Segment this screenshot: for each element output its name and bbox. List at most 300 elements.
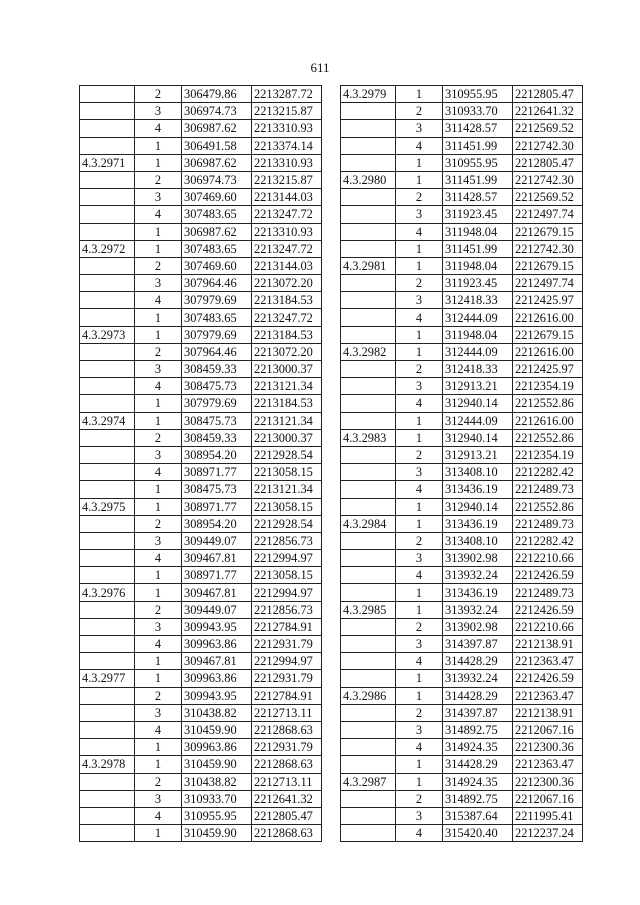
x-coordinate-cell: 311428.57 <box>443 189 513 206</box>
parcel-id-cell: 4.3.2981 <box>341 257 396 274</box>
x-coordinate-cell: 312940.14 <box>443 498 513 515</box>
table-row <box>80 86 322 103</box>
y-coordinate-cell: 2213310.93 <box>252 154 322 171</box>
x-coordinate-cell: 310438.82 <box>182 773 252 790</box>
y-coordinate-cell: 2212856.73 <box>252 601 322 618</box>
table-row <box>80 464 322 481</box>
y-coordinate-cell: 2211995.41 <box>513 807 583 824</box>
x-coordinate-cell: 314397.87 <box>443 636 513 653</box>
parcel-id-cell <box>341 584 396 601</box>
point-number-cell: 4 <box>396 395 443 412</box>
table-row <box>80 120 322 137</box>
parcel-id-cell <box>80 361 135 378</box>
table-row <box>80 189 322 206</box>
coordinates-table-right <box>340 85 583 842</box>
x-coordinate-cell: 313436.19 <box>443 481 513 498</box>
y-coordinate-cell: 2212363.47 <box>513 756 583 773</box>
point-number-cell: 2 <box>396 704 443 721</box>
point-number-cell: 1 <box>396 687 443 704</box>
parcel-id-cell <box>341 103 396 120</box>
y-coordinate-cell: 2213310.93 <box>252 120 322 137</box>
y-coordinate-cell: 2212426.59 <box>513 567 583 584</box>
table-row <box>341 618 583 635</box>
table-row <box>341 257 583 274</box>
x-coordinate-cell: 308954.20 <box>182 446 252 463</box>
y-coordinate-cell: 2212641.32 <box>252 790 322 807</box>
x-coordinate-cell: 310459.90 <box>182 756 252 773</box>
point-number-cell: 1 <box>135 223 182 240</box>
parcel-id-cell: 4.3.2985 <box>341 601 396 618</box>
x-coordinate-cell: 312444.09 <box>443 309 513 326</box>
table-row <box>80 257 322 274</box>
point-number-cell: 1 <box>396 240 443 257</box>
point-number-cell: 2 <box>396 618 443 635</box>
table-row <box>80 687 322 704</box>
point-number-cell: 2 <box>135 601 182 618</box>
parcel-id-cell <box>80 567 135 584</box>
table-row <box>80 653 322 670</box>
y-coordinate-cell: 2213121.34 <box>252 378 322 395</box>
table-row <box>80 515 322 532</box>
table-row <box>80 481 322 498</box>
parcel-id-cell <box>80 309 135 326</box>
y-coordinate-cell: 2212713.11 <box>252 704 322 721</box>
x-coordinate-cell: 313436.19 <box>443 584 513 601</box>
table-row <box>80 326 322 343</box>
table-row <box>80 275 322 292</box>
y-coordinate-cell: 2212931.79 <box>252 670 322 687</box>
y-coordinate-cell: 2212497.74 <box>513 206 583 223</box>
parcel-id-cell <box>341 206 396 223</box>
y-coordinate-cell: 2212426.59 <box>513 601 583 618</box>
table-row <box>80 292 322 309</box>
x-coordinate-cell: 311428.57 <box>443 120 513 137</box>
x-coordinate-cell: 306479.86 <box>182 86 252 103</box>
x-coordinate-cell: 307483.65 <box>182 309 252 326</box>
y-coordinate-cell: 2212425.97 <box>513 361 583 378</box>
x-coordinate-cell: 314892.75 <box>443 721 513 738</box>
x-coordinate-cell: 308459.33 <box>182 429 252 446</box>
parcel-id-cell <box>341 378 396 395</box>
table-row <box>341 481 583 498</box>
table-row <box>341 206 583 223</box>
table-row <box>341 825 583 842</box>
y-coordinate-cell: 2212742.30 <box>513 137 583 154</box>
parcel-id-cell: 4.3.2976 <box>80 584 135 601</box>
parcel-id-cell <box>80 429 135 446</box>
coordinates-table-left <box>79 85 322 842</box>
point-number-cell: 2 <box>396 790 443 807</box>
parcel-id-cell: 4.3.2971 <box>80 154 135 171</box>
y-coordinate-cell: 2212856.73 <box>252 532 322 549</box>
table-row <box>341 807 583 824</box>
table-row <box>341 240 583 257</box>
y-coordinate-cell: 2212994.97 <box>252 550 322 567</box>
parcel-id-cell <box>341 670 396 687</box>
y-coordinate-cell: 2213121.34 <box>252 412 322 429</box>
table-row <box>341 189 583 206</box>
parcel-id-cell <box>80 550 135 567</box>
parcel-id-cell <box>341 567 396 584</box>
parcel-id-cell <box>80 206 135 223</box>
point-number-cell: 3 <box>396 206 443 223</box>
x-coordinate-cell: 310955.95 <box>182 807 252 824</box>
y-coordinate-cell: 2212363.47 <box>513 687 583 704</box>
x-coordinate-cell: 307964.46 <box>182 275 252 292</box>
parcel-id-cell <box>341 704 396 721</box>
parcel-id-cell <box>80 825 135 842</box>
parcel-id-cell <box>80 532 135 549</box>
parcel-id-cell <box>341 790 396 807</box>
point-number-cell: 1 <box>135 395 182 412</box>
point-number-cell: 4 <box>135 636 182 653</box>
point-number-cell: 2 <box>135 257 182 274</box>
x-coordinate-cell: 307979.69 <box>182 326 252 343</box>
y-coordinate-cell: 2213215.87 <box>252 171 322 188</box>
table-row <box>341 790 583 807</box>
parcel-id-cell <box>80 618 135 635</box>
x-coordinate-cell: 313932.24 <box>443 670 513 687</box>
table-row <box>80 103 322 120</box>
parcel-id-cell <box>80 275 135 292</box>
y-coordinate-cell: 2212067.16 <box>513 790 583 807</box>
point-number-cell: 1 <box>396 257 443 274</box>
table-row <box>341 739 583 756</box>
table-row <box>341 86 583 103</box>
x-coordinate-cell: 308475.73 <box>182 412 252 429</box>
x-coordinate-cell: 311948.04 <box>443 257 513 274</box>
x-coordinate-cell: 309963.86 <box>182 670 252 687</box>
x-coordinate-cell: 311948.04 <box>443 326 513 343</box>
point-number-cell: 1 <box>135 498 182 515</box>
table-row <box>341 550 583 567</box>
x-coordinate-cell: 312444.09 <box>443 343 513 360</box>
point-number-cell: 1 <box>135 412 182 429</box>
point-number-cell: 4 <box>396 309 443 326</box>
point-number-cell: 2 <box>396 446 443 463</box>
parcel-id-cell <box>80 704 135 721</box>
table-row <box>341 429 583 446</box>
point-number-cell: 3 <box>135 532 182 549</box>
y-coordinate-cell: 2212994.97 <box>252 653 322 670</box>
y-coordinate-cell: 2212552.86 <box>513 429 583 446</box>
parcel-id-cell <box>341 309 396 326</box>
x-coordinate-cell: 306974.73 <box>182 171 252 188</box>
parcel-id-cell <box>80 790 135 807</box>
point-number-cell: 2 <box>135 773 182 790</box>
x-coordinate-cell: 312418.33 <box>443 292 513 309</box>
x-coordinate-cell: 309449.07 <box>182 532 252 549</box>
parcel-id-cell <box>341 756 396 773</box>
point-number-cell: 2 <box>396 532 443 549</box>
table-row <box>80 532 322 549</box>
parcel-id-cell <box>341 223 396 240</box>
point-number-cell: 1 <box>135 326 182 343</box>
point-number-cell: 1 <box>135 670 182 687</box>
x-coordinate-cell: 310955.95 <box>443 154 513 171</box>
table-row <box>341 395 583 412</box>
point-number-cell: 1 <box>396 412 443 429</box>
point-number-cell: 1 <box>135 481 182 498</box>
parcel-id-cell <box>341 739 396 756</box>
point-number-cell: 4 <box>135 721 182 738</box>
parcel-id-cell <box>80 223 135 240</box>
x-coordinate-cell: 314924.35 <box>443 739 513 756</box>
x-coordinate-cell: 311948.04 <box>443 223 513 240</box>
table-row <box>341 343 583 360</box>
parcel-id-cell <box>80 292 135 309</box>
parcel-id-cell <box>341 721 396 738</box>
point-number-cell: 2 <box>396 103 443 120</box>
x-coordinate-cell: 308971.77 <box>182 498 252 515</box>
y-coordinate-cell: 2212282.42 <box>513 532 583 549</box>
table-row <box>80 790 322 807</box>
point-number-cell: 2 <box>135 86 182 103</box>
table-row <box>341 584 583 601</box>
parcel-id-cell <box>341 395 396 412</box>
table-row <box>341 446 583 463</box>
point-number-cell: 1 <box>396 584 443 601</box>
table-row <box>341 464 583 481</box>
point-number-cell: 1 <box>135 825 182 842</box>
y-coordinate-cell: 2212805.47 <box>513 86 583 103</box>
point-number-cell: 1 <box>396 601 443 618</box>
point-number-cell: 4 <box>135 550 182 567</box>
table-row <box>80 807 322 824</box>
table-row <box>80 618 322 635</box>
x-coordinate-cell: 307469.60 <box>182 257 252 274</box>
y-coordinate-cell: 2212354.19 <box>513 446 583 463</box>
point-number-cell: 3 <box>396 721 443 738</box>
table-row <box>341 103 583 120</box>
parcel-id-cell <box>341 326 396 343</box>
x-coordinate-cell: 310459.90 <box>182 721 252 738</box>
y-coordinate-cell: 2213072.20 <box>252 275 322 292</box>
x-coordinate-cell: 311923.45 <box>443 275 513 292</box>
x-coordinate-cell: 307469.60 <box>182 189 252 206</box>
x-coordinate-cell: 313408.10 <box>443 464 513 481</box>
table-row <box>80 636 322 653</box>
table-row <box>80 773 322 790</box>
y-coordinate-cell: 2212868.63 <box>252 825 322 842</box>
point-number-cell: 1 <box>396 154 443 171</box>
y-coordinate-cell: 2212616.00 <box>513 343 583 360</box>
table-row <box>80 223 322 240</box>
parcel-id-cell <box>80 137 135 154</box>
parcel-id-cell <box>80 773 135 790</box>
table-row <box>341 687 583 704</box>
y-coordinate-cell: 2213310.93 <box>252 223 322 240</box>
point-number-cell: 4 <box>396 739 443 756</box>
parcel-id-cell <box>341 120 396 137</box>
x-coordinate-cell: 312444.09 <box>443 412 513 429</box>
table-row <box>341 171 583 188</box>
y-coordinate-cell: 2212497.74 <box>513 275 583 292</box>
parcel-id-cell <box>80 86 135 103</box>
x-coordinate-cell: 315387.64 <box>443 807 513 824</box>
x-coordinate-cell: 311451.99 <box>443 171 513 188</box>
y-coordinate-cell: 2212713.11 <box>252 773 322 790</box>
x-coordinate-cell: 306491.58 <box>182 137 252 154</box>
y-coordinate-cell: 2213247.72 <box>252 206 322 223</box>
point-number-cell: 4 <box>396 567 443 584</box>
x-coordinate-cell: 311451.99 <box>443 240 513 257</box>
parcel-id-cell <box>341 292 396 309</box>
point-number-cell: 3 <box>135 361 182 378</box>
parcel-id-cell: 4.3.2987 <box>341 773 396 790</box>
x-coordinate-cell: 307964.46 <box>182 343 252 360</box>
table-row <box>341 309 583 326</box>
table-row <box>341 275 583 292</box>
parcel-id-cell <box>341 532 396 549</box>
y-coordinate-cell: 2212489.73 <box>513 515 583 532</box>
x-coordinate-cell: 308954.20 <box>182 515 252 532</box>
y-coordinate-cell: 2212138.91 <box>513 636 583 653</box>
point-number-cell: 1 <box>135 584 182 601</box>
y-coordinate-cell: 2213247.72 <box>252 309 322 326</box>
table-row <box>341 326 583 343</box>
y-coordinate-cell: 2212569.52 <box>513 189 583 206</box>
table-row <box>80 825 322 842</box>
y-coordinate-cell: 2212138.91 <box>513 704 583 721</box>
table-row <box>80 601 322 618</box>
parcel-id-cell: 4.3.2979 <box>341 86 396 103</box>
point-number-cell: 2 <box>396 361 443 378</box>
y-coordinate-cell: 2213184.53 <box>252 292 322 309</box>
point-number-cell: 1 <box>396 429 443 446</box>
point-number-cell: 3 <box>135 704 182 721</box>
x-coordinate-cell: 308459.33 <box>182 361 252 378</box>
parcel-id-cell <box>341 412 396 429</box>
parcel-id-cell <box>80 171 135 188</box>
y-coordinate-cell: 2212868.63 <box>252 721 322 738</box>
x-coordinate-cell: 311923.45 <box>443 206 513 223</box>
y-coordinate-cell: 2212742.30 <box>513 171 583 188</box>
table-row <box>80 670 322 687</box>
point-number-cell: 1 <box>396 515 443 532</box>
point-number-cell: 1 <box>396 498 443 515</box>
parcel-id-cell <box>80 343 135 360</box>
parcel-id-cell: 4.3.2974 <box>80 412 135 429</box>
x-coordinate-cell: 314428.29 <box>443 687 513 704</box>
x-coordinate-cell: 308475.73 <box>182 378 252 395</box>
table-row <box>80 343 322 360</box>
point-number-cell: 4 <box>396 223 443 240</box>
x-coordinate-cell: 310933.70 <box>182 790 252 807</box>
y-coordinate-cell: 2212641.32 <box>513 103 583 120</box>
parcel-id-cell <box>80 739 135 756</box>
y-coordinate-cell: 2213058.15 <box>252 464 322 481</box>
x-coordinate-cell: 313932.24 <box>443 601 513 618</box>
x-coordinate-cell: 310933.70 <box>443 103 513 120</box>
parcel-id-cell: 4.3.2975 <box>80 498 135 515</box>
x-coordinate-cell: 314428.29 <box>443 653 513 670</box>
y-coordinate-cell: 2212354.19 <box>513 378 583 395</box>
point-number-cell: 4 <box>135 206 182 223</box>
point-number-cell: 3 <box>396 636 443 653</box>
table-row <box>80 395 322 412</box>
point-number-cell: 1 <box>135 739 182 756</box>
y-coordinate-cell: 2212552.86 <box>513 395 583 412</box>
x-coordinate-cell: 308971.77 <box>182 567 252 584</box>
table-row <box>341 773 583 790</box>
point-number-cell: 3 <box>135 446 182 463</box>
parcel-id-cell: 4.3.2973 <box>80 326 135 343</box>
point-number-cell: 1 <box>135 756 182 773</box>
y-coordinate-cell: 2212994.97 <box>252 584 322 601</box>
point-number-cell: 1 <box>396 171 443 188</box>
y-coordinate-cell: 2212426.59 <box>513 670 583 687</box>
x-coordinate-cell: 309943.95 <box>182 618 252 635</box>
parcel-id-cell <box>341 498 396 515</box>
y-coordinate-cell: 2213184.53 <box>252 326 322 343</box>
y-coordinate-cell: 2212210.66 <box>513 618 583 635</box>
x-coordinate-cell: 313932.24 <box>443 567 513 584</box>
point-number-cell: 1 <box>135 567 182 584</box>
parcel-id-cell <box>341 275 396 292</box>
parcel-id-cell <box>341 618 396 635</box>
x-coordinate-cell: 312940.14 <box>443 395 513 412</box>
y-coordinate-cell: 2212282.42 <box>513 464 583 481</box>
y-coordinate-cell: 2212784.91 <box>252 687 322 704</box>
y-coordinate-cell: 2212679.15 <box>513 326 583 343</box>
parcel-id-cell <box>341 550 396 567</box>
table-row <box>80 721 322 738</box>
point-number-cell: 1 <box>396 756 443 773</box>
y-coordinate-cell: 2212067.16 <box>513 721 583 738</box>
point-number-cell: 2 <box>396 189 443 206</box>
point-number-cell: 4 <box>135 378 182 395</box>
table-row <box>341 636 583 653</box>
point-number-cell: 1 <box>396 670 443 687</box>
table-row <box>341 292 583 309</box>
y-coordinate-cell: 2212805.47 <box>513 154 583 171</box>
table-row <box>341 756 583 773</box>
x-coordinate-cell: 313408.10 <box>443 532 513 549</box>
point-number-cell: 2 <box>135 515 182 532</box>
point-number-cell: 3 <box>396 550 443 567</box>
x-coordinate-cell: 312913.21 <box>443 446 513 463</box>
y-coordinate-cell: 2212489.73 <box>513 481 583 498</box>
point-number-cell: 1 <box>396 326 443 343</box>
y-coordinate-cell: 2212784.91 <box>252 618 322 635</box>
table-row <box>341 412 583 429</box>
parcel-id-cell <box>80 687 135 704</box>
x-coordinate-cell: 313902.98 <box>443 550 513 567</box>
x-coordinate-cell: 307979.69 <box>182 395 252 412</box>
x-coordinate-cell: 309963.86 <box>182 739 252 756</box>
parcel-id-cell <box>341 825 396 842</box>
page-number: 611 <box>310 60 330 75</box>
table-row <box>341 120 583 137</box>
x-coordinate-cell: 309467.81 <box>182 550 252 567</box>
table-row <box>341 721 583 738</box>
y-coordinate-cell: 2212237.24 <box>513 825 583 842</box>
parcel-id-cell <box>341 481 396 498</box>
x-coordinate-cell: 306987.62 <box>182 223 252 240</box>
point-number-cell: 1 <box>135 240 182 257</box>
x-coordinate-cell: 306987.62 <box>182 154 252 171</box>
parcel-id-cell <box>341 653 396 670</box>
y-coordinate-cell: 2213000.37 <box>252 361 322 378</box>
table-row <box>80 309 322 326</box>
parcel-id-cell <box>80 120 135 137</box>
parcel-id-cell: 4.3.2978 <box>80 756 135 773</box>
x-coordinate-cell: 314428.29 <box>443 756 513 773</box>
table-row <box>341 670 583 687</box>
parcel-id-cell <box>341 240 396 257</box>
point-number-cell: 2 <box>135 171 182 188</box>
